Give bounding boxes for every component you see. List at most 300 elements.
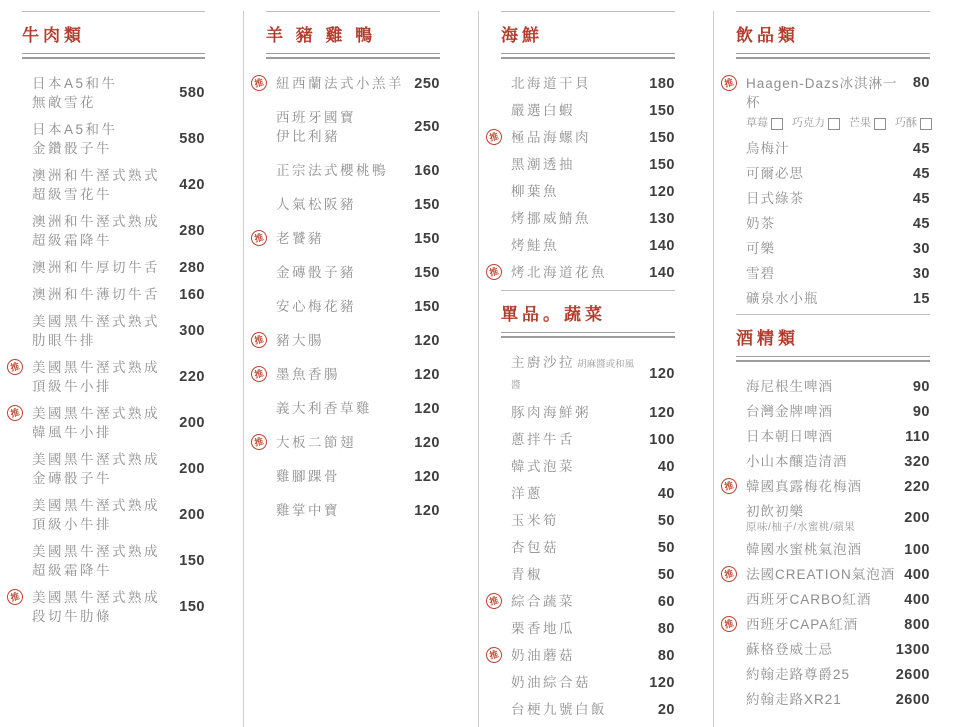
item-name	[32, 404, 173, 442]
menu-item	[501, 430, 675, 449]
menu-root	[0, 11, 960, 718]
item-name	[276, 433, 408, 452]
recommend-badge: 推	[719, 614, 739, 634]
menu-item	[501, 155, 675, 174]
item-name-line: 墨魚香腸	[276, 367, 340, 382]
item-name-line: 豬大腸	[276, 333, 324, 348]
item-name-line: 肋眼牛排	[32, 333, 96, 348]
item-name-line: 礦泉水小瓶	[746, 291, 819, 306]
flavor-checkbox	[771, 118, 783, 130]
item-name-line: 超級霜降牛	[32, 563, 112, 578]
item-price: 150	[414, 264, 440, 281]
item-name	[511, 128, 643, 147]
item-name-line: 台灣金牌啤酒	[746, 404, 833, 419]
flavor-checkbox	[874, 118, 886, 130]
menu-item	[723, 477, 930, 496]
menu-item	[488, 263, 675, 282]
menu-item	[501, 565, 675, 584]
item-price: 80	[657, 620, 675, 637]
item-price: 60	[657, 593, 675, 610]
item-name	[511, 457, 652, 476]
menu-item	[736, 427, 930, 446]
item-price: 40	[657, 458, 675, 475]
menu-item	[501, 182, 675, 201]
item-name-line: 海尼根生啤酒	[746, 379, 833, 394]
item-name-line: 老饕豬	[276, 231, 324, 246]
menu-item	[253, 433, 440, 452]
menu-item	[736, 189, 930, 208]
menu-item	[22, 212, 205, 250]
menu-item	[266, 399, 440, 418]
item-name	[276, 399, 408, 418]
flavor-option	[792, 114, 840, 133]
menu-item	[723, 615, 930, 634]
menu-item	[501, 403, 675, 422]
menu-item	[253, 229, 440, 248]
item-name	[32, 120, 173, 158]
item-name	[32, 588, 173, 626]
item-name	[511, 263, 643, 282]
menu-column-drinks-alcohol	[713, 11, 960, 727]
item-name-line: 澳洲和牛溼式熟成	[32, 214, 160, 229]
item-price: 80	[657, 647, 675, 664]
flavor-checkbox	[828, 118, 840, 130]
menu-section	[723, 11, 930, 308]
menu-item	[22, 312, 205, 350]
item-price: 120	[649, 366, 675, 382]
item-price: 150	[179, 553, 205, 569]
item-name-line: 日本A5和牛	[32, 76, 118, 91]
item-name	[276, 74, 408, 93]
menu-item	[736, 239, 930, 258]
menu-column-beef	[0, 11, 243, 727]
recommend-badge: 推	[249, 432, 269, 452]
item-name	[511, 484, 652, 503]
item-name	[276, 108, 408, 146]
item-name	[746, 565, 898, 584]
item-name-line: 綜合蔬菜	[511, 594, 575, 609]
item-price: 90	[912, 378, 930, 395]
recommend-badge: 推	[249, 73, 269, 93]
menu-item	[736, 502, 930, 534]
item-name-line: 洋蔥	[511, 486, 543, 501]
menu-item	[501, 101, 675, 120]
item-price: 100	[904, 541, 930, 558]
section-items	[488, 72, 675, 282]
recommend-badge: 推	[719, 73, 739, 93]
item-name-line: 蘇格登威士忌	[746, 642, 833, 657]
menu-item	[266, 297, 440, 316]
item-price: 2600	[895, 691, 930, 708]
menu-item	[9, 358, 205, 396]
item-name	[511, 101, 643, 120]
item-price: 320	[904, 453, 930, 470]
item-name	[746, 139, 907, 158]
item-name-line: 西班牙CAPA紅酒	[746, 617, 859, 632]
item-name-line: 頂級牛小排	[32, 379, 112, 394]
item-price: 120	[414, 332, 440, 349]
item-name-line: 金鑽骰子牛	[32, 141, 112, 156]
item-name-line: 奶油蘑菇	[511, 648, 575, 663]
item-note: 胡麻醬或和風醬	[511, 359, 635, 391]
item-price: 50	[657, 566, 675, 583]
item-price: 100	[649, 431, 675, 448]
menu-section	[9, 11, 205, 626]
menu-item	[22, 496, 205, 534]
item-price: 800	[904, 616, 930, 633]
item-name-line: 韓國真露梅花梅酒	[746, 479, 862, 494]
item-name-line: 紐西蘭法式小羔羊	[276, 76, 404, 91]
item-price: 40	[657, 485, 675, 502]
item-name	[746, 427, 899, 446]
item-price: 250	[414, 75, 440, 92]
item-name	[746, 289, 907, 308]
menu-item	[253, 331, 440, 350]
recommend-badge: 推	[249, 364, 269, 384]
item-name-line: Haagen-Dazs冰淇淋一杯	[746, 76, 898, 110]
item-name	[276, 195, 408, 214]
menu-item	[266, 501, 440, 520]
item-price: 400	[904, 566, 930, 583]
section-items	[253, 72, 440, 520]
menu-item	[22, 166, 205, 204]
item-name-line: 雞腳踝骨	[276, 469, 340, 484]
flavor-label: 巧克力	[792, 117, 825, 129]
item-name	[511, 236, 643, 255]
item-name-line: 伊比利豬	[276, 129, 340, 144]
item-name	[746, 239, 907, 258]
item-name-line: 美國黑牛溼式熟成	[32, 452, 160, 467]
menu-item	[266, 263, 440, 282]
item-price: 90	[912, 403, 930, 420]
flavor-checkbox	[920, 118, 932, 130]
item-name-line: 烤挪威鯖魚	[511, 211, 591, 226]
section-header	[736, 314, 930, 356]
section-divider	[736, 356, 930, 362]
item-price: 80	[912, 75, 930, 91]
flavor-option	[746, 114, 783, 133]
item-name	[276, 161, 408, 180]
item-name-line: 主廚沙拉 胡麻醬或和風醬	[511, 355, 635, 391]
item-name-line: 可樂	[746, 241, 775, 256]
item-name	[511, 700, 652, 719]
item-name	[746, 74, 917, 133]
item-name-line: 烤北海道花魚	[511, 265, 607, 280]
item-name-line: 頂級小牛排	[32, 517, 112, 532]
menu-item	[736, 590, 930, 609]
recommend-badge: 推	[5, 403, 25, 423]
menu-item	[488, 128, 675, 147]
item-name	[276, 263, 408, 282]
item-name	[746, 477, 898, 496]
item-name-line: 金磚骰子牛	[32, 471, 112, 486]
section-title: 羊 豬 雞 鴨	[266, 26, 377, 45]
item-name	[746, 640, 890, 659]
item-price: 150	[649, 129, 675, 146]
menu-item	[501, 484, 675, 503]
menu-item	[501, 74, 675, 93]
item-name-line: 小山本釀造清酒	[746, 454, 848, 469]
item-name	[276, 365, 408, 384]
section-items	[488, 351, 675, 719]
item-name	[746, 377, 907, 396]
menu-item	[488, 592, 675, 611]
item-price: 200	[904, 510, 930, 526]
menu-item	[736, 377, 930, 396]
item-name-line: 西班牙國寶	[276, 110, 356, 125]
item-price: 15	[912, 290, 930, 307]
item-name-line: 義大利香草雞	[276, 401, 372, 416]
menu-section	[488, 11, 675, 282]
menu-column-lamb-pork-chicken-duck	[243, 11, 478, 727]
item-price: 220	[179, 369, 205, 385]
menu-item	[266, 108, 440, 146]
section-header	[266, 11, 440, 53]
item-name-line: 黑潮透抽	[511, 157, 575, 172]
item-price: 45	[912, 165, 930, 182]
item-name-line: 玉米筍	[511, 513, 559, 528]
menu-item	[488, 646, 675, 665]
item-name-line: 無敵雪花	[32, 95, 96, 110]
menu-item	[736, 264, 930, 283]
item-name	[746, 164, 907, 183]
item-name	[746, 452, 898, 471]
item-name-line: 美國黑牛溼式熟成	[32, 590, 160, 605]
menu-section	[488, 290, 675, 719]
menu-item	[266, 161, 440, 180]
item-name	[511, 353, 643, 395]
menu-column-seafood-vegetables	[478, 11, 713, 727]
item-price: 200	[179, 415, 205, 431]
item-name	[276, 331, 408, 350]
item-name-line: 段切牛肋條	[32, 609, 112, 624]
menu-item	[736, 665, 930, 684]
item-name-line: 人氣松阪豬	[276, 197, 356, 212]
item-name	[511, 74, 643, 93]
item-note: 原味/柚子/水蜜桃/蘋果	[746, 521, 856, 533]
item-name	[511, 155, 643, 174]
section-items	[723, 72, 930, 308]
recommend-badge: 推	[5, 357, 25, 377]
item-name	[276, 229, 408, 248]
item-name	[746, 189, 907, 208]
section-header	[501, 11, 675, 53]
item-name-line: 韓式泡菜	[511, 459, 575, 474]
item-price: 400	[904, 591, 930, 608]
item-price: 20	[657, 701, 675, 718]
item-name-line: 極品海螺肉	[511, 130, 591, 145]
flavor-option	[895, 114, 932, 133]
item-name-line: 杏包菇	[511, 540, 559, 555]
section-items	[9, 72, 205, 626]
flavor-option	[849, 114, 886, 133]
item-price: 150	[649, 102, 675, 119]
item-price: 120	[414, 502, 440, 519]
item-name-line: 烤鮭魚	[511, 238, 559, 253]
item-name	[32, 285, 173, 304]
menu-item	[501, 209, 675, 228]
item-price: 200	[179, 461, 205, 477]
item-name-line: 北海道干貝	[511, 76, 591, 91]
item-price: 220	[904, 478, 930, 495]
menu-item	[736, 289, 930, 308]
item-name-line: 正宗法式櫻桃鴨	[276, 163, 388, 178]
item-price: 120	[414, 434, 440, 451]
item-name-line: 蔥拌牛舌	[511, 432, 575, 447]
menu-item	[723, 565, 930, 584]
item-price: 180	[649, 75, 675, 92]
menu-item	[9, 404, 205, 442]
item-name	[746, 214, 907, 233]
item-name	[746, 540, 898, 559]
item-price: 120	[414, 400, 440, 417]
item-price: 120	[649, 183, 675, 200]
item-name-line: 美國黑牛溼式熟成	[32, 498, 160, 513]
item-name	[32, 496, 173, 534]
item-price: 50	[657, 539, 675, 556]
menu-item	[22, 285, 205, 304]
item-name-line: 大板二節翅	[276, 435, 356, 450]
item-name	[511, 403, 643, 422]
item-name-line: 約翰走路XR21	[746, 692, 842, 707]
menu-item	[736, 640, 930, 659]
menu-item	[736, 214, 930, 233]
menu-item	[501, 353, 675, 395]
item-name	[511, 565, 652, 584]
item-name	[746, 615, 898, 634]
item-name	[746, 590, 898, 609]
recommend-badge: 推	[719, 476, 739, 496]
section-divider	[266, 53, 440, 59]
item-price: 140	[649, 264, 675, 281]
menu-item	[22, 450, 205, 488]
menu-item	[501, 511, 675, 530]
item-name-line: 金磚骰子豬	[276, 265, 356, 280]
item-name-line: 美國黑牛溼式熟成	[32, 406, 160, 421]
item-name	[746, 402, 907, 421]
item-name-line: 安心梅花豬	[276, 299, 356, 314]
item-name-line: 可爾必思	[746, 166, 804, 181]
menu-section	[723, 314, 930, 709]
item-name	[32, 166, 173, 204]
section-items	[723, 375, 930, 709]
item-name-line: 西班牙CARBO紅酒	[746, 592, 872, 607]
item-name	[746, 665, 890, 684]
item-price: 45	[912, 190, 930, 207]
item-name	[32, 212, 173, 250]
item-name-line: 日式綠茶	[746, 191, 804, 206]
item-name	[511, 182, 643, 201]
menu-item	[736, 452, 930, 471]
menu-item	[736, 139, 930, 158]
section-title: 海鮮	[501, 26, 543, 45]
menu-item	[22, 74, 205, 112]
menu-item	[266, 195, 440, 214]
item-name-line: 超級雪花牛	[32, 187, 112, 202]
menu-item	[501, 619, 675, 638]
menu-item	[736, 164, 930, 183]
menu-item	[9, 588, 205, 626]
item-price: 45	[912, 215, 930, 232]
item-name	[511, 619, 652, 638]
item-name-line: 柳葉魚	[511, 184, 559, 199]
item-price: 120	[414, 366, 440, 383]
item-price: 200	[179, 507, 205, 523]
item-price: 150	[414, 230, 440, 247]
item-price: 250	[414, 119, 440, 135]
menu-item	[22, 542, 205, 580]
item-name	[32, 542, 173, 580]
item-name-line: 韓風牛小排	[32, 425, 112, 440]
item-name	[276, 501, 408, 520]
item-name	[32, 358, 173, 396]
item-price: 150	[649, 156, 675, 173]
item-price: 280	[179, 259, 205, 276]
menu-item	[266, 467, 440, 486]
item-name	[511, 592, 652, 611]
item-name	[511, 646, 652, 665]
item-name-line: 栗香地瓜	[511, 621, 575, 636]
item-name	[511, 430, 643, 449]
item-name-line: 韓國水蜜桃氣泡酒	[746, 542, 862, 557]
section-divider	[736, 53, 930, 59]
flavor-label: 草莓	[746, 117, 768, 129]
flavor-label: 芒果	[849, 117, 871, 129]
section-title: 牛肉類	[22, 26, 85, 45]
item-name	[32, 258, 173, 277]
section-header	[501, 290, 675, 332]
item-name-line: 雞掌中寶	[276, 503, 340, 518]
item-name-line: 雪碧	[746, 266, 775, 281]
menu-item	[736, 690, 930, 709]
item-name	[746, 690, 890, 709]
item-price: 45	[912, 140, 930, 157]
item-name	[511, 511, 652, 530]
item-name	[32, 450, 173, 488]
menu-section	[253, 11, 440, 520]
item-price: 110	[905, 428, 930, 445]
menu-item	[501, 538, 675, 557]
section-title: 飲品類	[736, 26, 799, 45]
recommend-badge: 推	[249, 228, 269, 248]
item-price: 280	[179, 223, 205, 239]
item-name-line: 澳洲和牛薄切牛舌	[32, 287, 160, 302]
menu-item	[501, 236, 675, 255]
item-name-line: 超級霜降牛	[32, 233, 112, 248]
item-price: 150	[179, 599, 205, 615]
recommend-badge: 推	[5, 587, 25, 607]
item-price: 30	[912, 265, 930, 282]
section-header	[736, 11, 930, 53]
item-name-line: 烏梅汁	[746, 141, 790, 156]
item-name	[32, 74, 173, 112]
item-price: 1300	[895, 641, 930, 658]
recommend-badge: 推	[719, 564, 739, 584]
item-name-line: 法國CREATION氣泡酒	[746, 567, 896, 582]
section-title: 單品。蔬菜	[501, 305, 606, 324]
menu-item	[736, 402, 930, 421]
item-name-line: 豚肉海鮮粥	[511, 405, 591, 420]
menu-item	[723, 74, 930, 133]
item-price: 120	[649, 674, 675, 691]
recommend-badge: 推	[484, 262, 504, 282]
item-price: 580	[179, 85, 205, 101]
item-name-line: 美國黑牛溼式熟式	[32, 314, 160, 329]
item-name-line: 約翰走路尊爵25	[746, 667, 851, 682]
item-name	[746, 264, 907, 283]
item-name	[511, 538, 652, 557]
item-name	[276, 297, 408, 316]
